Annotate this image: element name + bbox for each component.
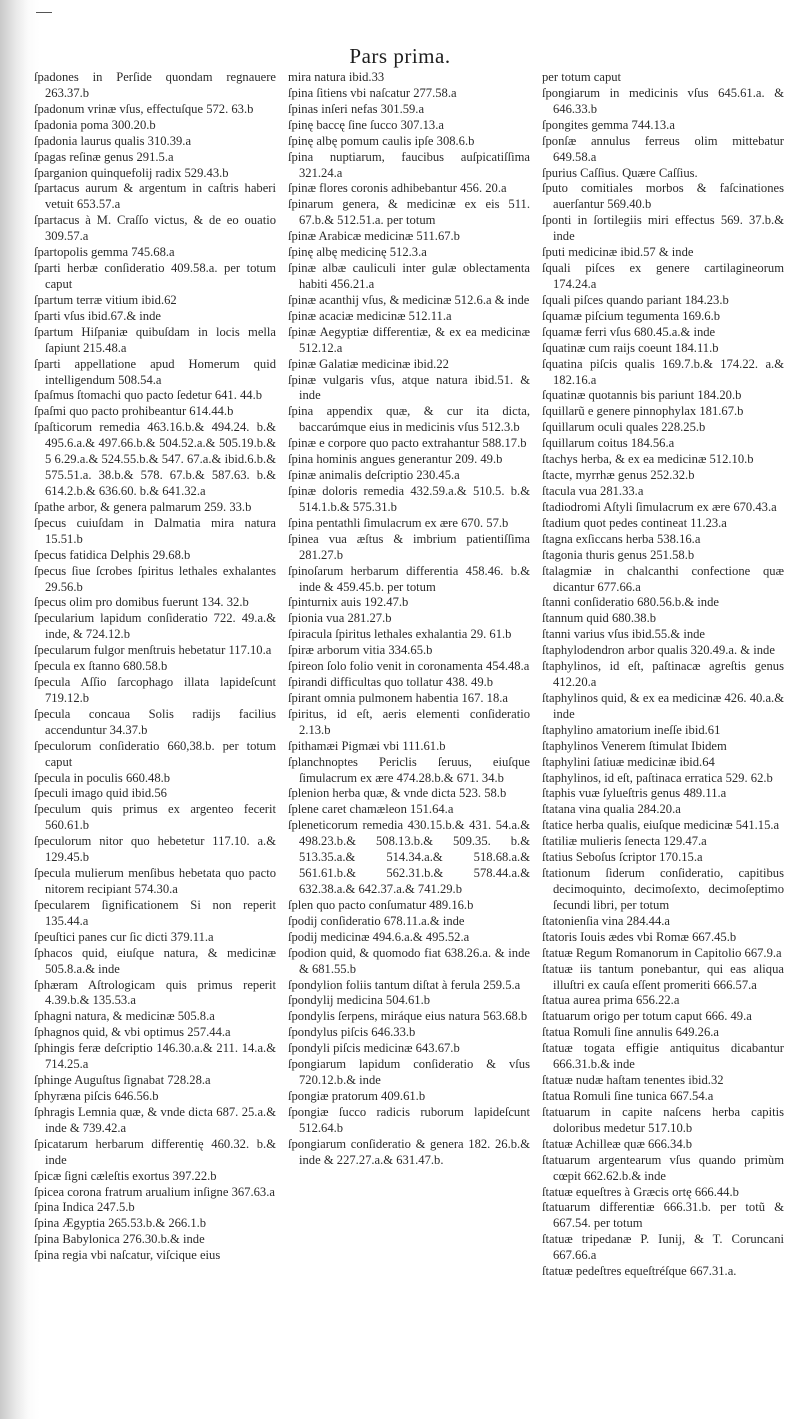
index-entry: ſpecula in poculis 660.48.b <box>34 770 171 785</box>
index-entry: ſpinæ acaciæ medicinæ 512.11.a <box>288 308 452 323</box>
index-entry: ſtatua Romuli ſine tunica 667.54.a <box>542 1089 714 1103</box>
index-entry: ſpina pentathli ſimulacrum ex ære 670. 57.b <box>288 515 509 530</box>
index-entry: ſquillarum coitus 184.56.a <box>542 436 675 451</box>
index-entry: ſpina appendix quæ, & cur ita dicta, baccarúmque eius in medicinis vſus 512.3.b <box>288 404 530 435</box>
index-entry: ſpondylion foliis tantum diſtat à ferula 259.5.a <box>288 977 521 992</box>
index-entry: ſpiræ arborum vitia 334.65.b <box>288 643 433 658</box>
index-entry: ſtacula vua 281.33.a <box>542 483 644 498</box>
index-entry: ſpinæ doloris remedia 432.59.a.& 510.5. b.& 514.1.b.& 575.31.b <box>288 483 530 514</box>
index-entry: ſponti in ſortilegiis miri effectus 569. 37.b.& inde <box>542 213 784 244</box>
index-entry: ſpadonia poma 300.20.b <box>34 117 156 132</box>
index-entry: ſpicatarum herbarum differentię 460.32. b.& inde <box>34 1136 276 1167</box>
index-entry: ſpongiæ pratorum 409.61.b <box>288 1089 426 1103</box>
index-entry: ſpicea corona fratrum arualium inſigne 367.63.a <box>34 1184 275 1199</box>
index-entry: ſplanchnoptes Periclis ſeruus, eiuſque ſimulacrum ex ære 474.28.b.& 671. 34.b <box>288 754 530 785</box>
index-entry: ſtatuæ togata effigie antiquitus dicabantur 666.31.b.& inde <box>542 1041 784 1072</box>
index-entry: ſpiritus, id eſt, aeris elementi conſideratio 2.13.b <box>288 706 530 737</box>
index-entry: ſparti vſus ibid.67.& inde <box>34 308 161 323</box>
index-entry: ſpina Ægyptia 265.53.b.& 266.1.b <box>34 1216 207 1231</box>
index-entry: ſtaphylino amatorium ineſſe ibid.61 <box>542 722 721 737</box>
index-entry: per totum caput <box>542 70 622 84</box>
index-entry: ſpinæ albæ cauliculi inter gulæ oblectamenta habiti 456.21.a <box>288 261 530 291</box>
index-entry: ſtanni varius vſus ibid.55.& inde <box>542 627 706 642</box>
index-entry: ſpecularium lapidum conſideratio 722. 49.a.& inde, & 724.12.b <box>34 611 276 642</box>
index-entry: ſpecus ſiue ſcrobes ſpiritus lethales exhalantes 29.56.b <box>34 563 276 594</box>
index-entry: ſpecus olim pro domibus fuerunt 134. 32.b <box>34 595 249 610</box>
index-entry: ſpurius Caſſius. Quære Caſſius. <box>542 165 698 180</box>
index-entry: ſpondylus piſcis 646.33.b <box>288 1025 416 1040</box>
index-entry: ſpartum Hiſpaniæ quibuſdam in locis mella ſapiunt 215.48.a <box>34 324 276 355</box>
index-entry: ſpinea vua æſtus & imbrium patientiſſima 281.27.b <box>288 531 530 562</box>
index-entry: ſtatuæ iis tantum ponebantur, qui eas aliqua illuſtri ex cauſa eſſent promeriti 666.57.a <box>542 961 784 992</box>
index-entry: ſpleneticorum remedia 430.15.b.& 431. 54.a.& 498.23.b.& 508.13.b.& 509.35. b.& 513.35.a.& 514.34.a.& 518.68.a.& 561.61.b.& 562.31.b.& 578.44.a.& 632.38.a.& 642.37.a.& 741.29.b <box>288 818 530 897</box>
index-entry: ſpeculi imago quid ibid.56 <box>34 786 167 801</box>
index-entry: ſpartum terræ vitium ibid.62 <box>34 292 177 307</box>
index-entry: ſpithamæi Pigmæi vbi 111.61.b <box>288 738 446 753</box>
index-entry: ſpadones in Perſide quondam regnauere 263.37.b <box>34 70 276 100</box>
index-entry: ſpirant omnia pulmonem habentia 167. 18.a <box>288 690 508 705</box>
index-entry: ſpeuſtici panes cur ſic dicti 379.11.a <box>34 929 214 944</box>
index-entry: ſpinę albę pomum caulis ipſe 308.6.b <box>288 133 475 148</box>
index-entry: ſpiracula ſpiritus lethales exhalantia 29. 61.b <box>288 627 512 642</box>
index-entry: ſtanni conſideratio 680.56.b.& inde <box>542 595 719 610</box>
index-entry: ſpinæ vulgaris vſus, atque natura ibid.51. & inde <box>288 372 530 403</box>
index-entry: ſpecularem ſignificationem Si non reperit 135.44.a <box>34 897 276 928</box>
index-entry: ſpartacus à M. Craſſo victus, & de eo ouatio 309.57.a <box>34 213 276 244</box>
index-entry: ſpaſticorum remedia 463.16.b.& 494.24. b.& 495.6.a.& 497.66.b.& 504.52.a.& 505.19.b.& 5 6.29.a.& 524.55.b.& 547. 67.a.& ibid.6.b.& 575.51.a. 38.b.& 578. 67.b.& 587.63. b.& 614.2.b.& 636.60. b.& 641.32.a <box>34 420 276 498</box>
index-entry: ſpinæ flores coronis adhibebantur 456. 20.a <box>288 181 507 196</box>
index-column-2 <box>288 70 530 1280</box>
index-entry: ſpongiarum lapidum conſideratio & vſus 720.12.b.& inde <box>288 1057 530 1088</box>
index-entry: ſphragis Lemnia quæ, & vnde dicta 687. 25.a.& inde & 739.42.a <box>34 1104 276 1135</box>
index-entry: ſquillarũ e genere pinnophylax 181.67.b <box>542 404 744 419</box>
index-entry: ſpondylis ſerpens, miráque eius natura 563.68.b <box>288 1009 528 1024</box>
index-entry: ſparti appellatione apud Homerum quid intelligendum 508.54.a <box>34 356 276 387</box>
index-entry: ſquatinæ cum raijs coeunt 184.11.b <box>542 340 719 355</box>
index-entry: ſtacte, myrrhæ genus 252.32.b <box>542 468 695 483</box>
index-entry: ſpongiæ ſucco radicis ruborum lapideſcunt 512.64.b <box>288 1104 530 1135</box>
index-entry: ſtatonienſia vina 284.44.a <box>542 913 671 928</box>
index-entry: ſpionia vua 281.27.b <box>288 611 392 626</box>
index-entry: ſpongiarum conſideratio & genera 182. 26.b.& inde & 227.27.a.& 631.47.b. <box>288 1136 530 1167</box>
index-entry: ſpinæ Arabicæ medicinæ 511.67.b <box>288 229 460 244</box>
index-entry: ſpinæ e corpore quo pacto extrahantur 588.17.b <box>288 436 527 451</box>
index-entry: ſphyræna piſcis 646.56.b <box>34 1089 159 1103</box>
index-entry: ſtatice herba qualis, eiuſque medicinæ 541.15.a <box>542 818 780 833</box>
running-head: Pars prima. <box>349 44 451 68</box>
index-entry: ſtannum quid 680.38.b <box>542 611 657 626</box>
index-entry: ſphæram Aſtrologicam quis primus reperit 4.39.b.& 135.53.a <box>34 977 276 1008</box>
index-entry: ſpinę albę medicinę 512.3.a <box>288 245 427 260</box>
index-entry: ſpinas inſeri nefas 301.59.a <box>288 101 425 116</box>
index-entry: ſponſæ annulus ferreus olim mittebatur 649.58.a <box>542 133 784 164</box>
index-entry: ſpinoſarum herbarum differentia 458.46. b.& inde & 459.45.b. per totum <box>288 563 530 594</box>
index-entry: ſpondylij medicina 504.61.b <box>288 993 431 1008</box>
index-entry: ſtatiliæ mulieris ſenecta 129.47.a <box>542 834 707 849</box>
index-entry: ſpodij medicinæ 494.6.a.& 495.52.a <box>288 929 470 944</box>
corner-rule <box>36 12 52 13</box>
index-entry: ſtaphylini ſatiuæ medicinæ ibid.64 <box>542 754 715 769</box>
index-entry: ſpodij conſideratio 678.11.a.& inde <box>288 913 465 928</box>
index-column-1 <box>34 70 276 1280</box>
index-entry: ſputi medicinæ ibid.57 & inde <box>542 245 694 260</box>
index-entry: ſtatua aurea prima 656.22.a <box>542 993 680 1008</box>
index-entry: ſpecula concaua Solis radijs facilius accenduntur 34.37.b <box>34 706 276 737</box>
index-entry: ſquali piſces ex genere cartilagineorum 174.24.a <box>542 261 784 291</box>
index-entry: ſquatinæ quotannis bis pariunt 184.20.b <box>542 388 742 403</box>
index-entry: ſtachys herba, & ex ea medicinæ 512.10.b <box>542 452 754 467</box>
index-entry: ſquamæ ferri vſus 680.45.a.& inde <box>542 324 716 339</box>
index-entry: ſparti herbæ conſideratio 409.58.a. per totum caput <box>34 261 276 291</box>
index-entry: ſpaſmi quo pacto prohibeantur 614.44.b <box>34 404 234 419</box>
index-entry: ſpaſmus ſtomachi quo pacto ſedetur 641. 44.b <box>34 388 263 403</box>
index-entry: ſpireon ſolo folio venit in coronamenta 454.48.a <box>288 659 530 674</box>
index-entry: ſpinturnix auis 192.47.b <box>288 595 409 610</box>
index-entry: ſtatua Romuli ſine annulis 649.26.a <box>542 1025 719 1040</box>
index-entry: ſtationum ſiderum conſideratio, capitibus decimoquinto, decimoſexto, decimoſeptimo ſecundi libri, per totum <box>542 866 784 912</box>
index-entry: ſtaphis vuæ ſylueſtris genus 489.11.a <box>542 786 727 801</box>
index-entry: ſtaphylinos Venerem ſtimulat Ibidem <box>542 738 727 753</box>
index-entry: ſtatius Seboſus ſcriptor 170.15.a <box>542 850 703 865</box>
index-entry: ſtatuæ nudæ haſtam tenentes ibid.32 <box>542 1073 724 1088</box>
index-entry: ſquamæ piſcium tegumenta 169.6.b <box>542 308 721 323</box>
index-entry: ſpina Indica 247.5.b <box>34 1200 135 1215</box>
index-entry: ſpina nuptiarum, faucibus auſpicatiſſima 321.24.a <box>288 149 530 180</box>
index-entry: ſquali piſces quando pariant 184.23.b <box>542 292 729 307</box>
index-entry: ſtatuarum argentearum vſus quando primùm cœpit 662.62.b.& inde <box>542 1152 784 1183</box>
index-entry: ſtatuarum origo per totum caput 666. 49.a <box>542 1009 752 1024</box>
index-entry: ſpeculorum nitor quo hebetetur 117.10. a.& 129.45.b <box>34 834 276 865</box>
index-entry: ſparganion quinquefolij radix 529.43.b <box>34 165 229 180</box>
index-entry: ſpina hominis angues generantur 209. 49.b <box>288 452 503 467</box>
index-entry: ſtatuæ equeſtres à Græcis ortę 666.44.b <box>542 1184 739 1199</box>
index-entry: ſpecularum fulgor menſtruis hebetatur 117.10.a <box>34 643 272 658</box>
index-entry: ſpecus cuiuſdam in Dalmatia mira natura 15.51.b <box>34 515 276 546</box>
index-entry: ſpina regia vbi naſcatur, viſcique eius <box>34 1248 221 1263</box>
index-entry: ſpecus fatidica Delphis 29.68.b <box>34 547 191 562</box>
index-entry: ſphagni natura, & medicinæ 505.8.a <box>34 1009 215 1024</box>
index-entry: ſquatina piſcis qualis 169.7.b.& 174.22. a.& 182.16.a <box>542 356 784 387</box>
index-entry: ſtagna exſiccans herba 538.16.a <box>542 531 701 546</box>
index-entry: ſplenion herba quæ, & vnde dicta 523. 58.b <box>288 786 507 801</box>
index-entry: ſpinæ Galatiæ medicinæ ibid.22 <box>288 356 449 371</box>
index-entry: ſtatuarum differentiæ 666.31.b. per totũ & 667.54. per totum <box>542 1200 784 1231</box>
index-entry: ſtadiodromi Aſtyli ſimulacrum ex ære 670.43.a <box>542 499 777 514</box>
index-entry: ſtatuæ tripedanæ P. Iunij, & T. Coruncani 667.66.a <box>542 1232 784 1263</box>
index-column-3 <box>542 70 784 1280</box>
index-entry: ſpeculorum conſideratio 660,38.b. per totum caput <box>34 738 276 769</box>
index-entry: ſpongites gemma 744.13.a <box>542 117 675 132</box>
index-entry: ſpecula ex ſtanno 680.58.b <box>34 659 168 674</box>
index-entry: ſpinæ Aegyptiæ differentiæ, & ex ea medicinæ 512.12.a <box>288 324 530 355</box>
index-entry: ſpartopolis gemma 745.68.a <box>34 245 175 260</box>
index-entry: ſtaphylinos quid, & ex ea medicinæ 426. 40.a.& inde <box>542 690 784 721</box>
index-entry: ſtaphylodendron arbor qualis 320.49.a. & inde <box>542 643 775 658</box>
index-entry: ſpadonum vrinæ vſus, effectuſque 572. 63.b <box>34 101 254 116</box>
index-entry: ſpathe arbor, & genera palmarum 259. 33.b <box>34 499 252 514</box>
index-entry: ſpeculum quis primus ex argenteo fecerit 560.61.b <box>34 802 276 833</box>
index-entry: ſquillarum oculi quales 228.25.b <box>542 420 706 435</box>
index-entry: ſtatuæ Achilleæ quæ 666.34.b <box>542 1136 693 1151</box>
index-entry: ſpinæ animalis deſcriptio 230.45.a <box>288 468 460 483</box>
index-entry: ſpagas reſinæ genus 291.5.a <box>34 149 174 164</box>
index-entry: ſphingis feræ deſcriptio 146.30.a.& 211. 14.a.& 714.25.a <box>34 1041 276 1072</box>
index-entry: ſpinę baccę ſine ſucco 307.13.a <box>288 117 444 132</box>
index-entry: ſpodion quid, & quomodo fiat 638.26.a. & inde & 681.55.b <box>288 945 530 976</box>
index-entry: ſpirandi difficultas quo tollatur 438. 49.b <box>288 675 494 690</box>
index-entry: ſtaphylinos, id eſt, paſtinaca erratica 529. 62.b <box>542 770 773 785</box>
index-entry: ſpicæ ſigni cæleſtis exortus 397.22.b <box>34 1168 217 1183</box>
index-entry: ſplen quo pacto conſumatur 489.16.b <box>288 897 474 912</box>
index-entry: ſpartacus aurum & argentum in caſtris haberi vetuit 653.57.a <box>34 181 276 212</box>
index-entry: ſpadonia laurus qualis 310.39.a <box>34 133 192 148</box>
index-entry: ſpecula Aſſio ſarcophago illata lapideſcunt 719.12.b <box>34 675 276 705</box>
index-entry: ſphacos quid, eiuſque natura, & medicinæ 505.8.a.& inde <box>34 945 276 976</box>
index-entry: ſtalagmiæ in chalcanthi confectione quæ dicantur 677.66.a <box>542 563 784 594</box>
index-entry: ſpinæ acanthij vſus, & medicinæ 512.6.a & inde <box>288 292 530 307</box>
index-entry: ſtaphylinos, id eſt, paſtinacæ agreſtis genus 412.20.a <box>542 659 784 690</box>
index-entry: ſpinarum genera, & medicinæ ex eis 511. 67.b.& 512.51.a. per totum <box>288 197 530 228</box>
index-entry: ſpina Babylonica 276.30.b.& inde <box>34 1232 205 1247</box>
index-entry: ſtadium quot pedes contineat 11.23.a <box>542 515 727 530</box>
index-columns <box>34 70 784 1280</box>
index-entry: mira natura ibid.33 <box>288 70 385 84</box>
index-entry: ſpondyli piſcis medicinæ 643.67.b <box>288 1041 460 1056</box>
index-entry: ſphinge Auguſtus ſignabat 728.28.a <box>34 1073 211 1088</box>
index-entry: ſputo comitiales morbos & faſcinationes auerſantur 569.40.b <box>542 181 784 212</box>
index-entry: ſphagnos quid, & vbi optimus 257.44.a <box>34 1025 231 1040</box>
index-entry: ſtatoris Iouis ædes vbi Romæ 667.45.b <box>542 929 737 944</box>
index-entry: ſtatuæ pedeſtres equeſtréſque 667.31.a. <box>542 1264 737 1279</box>
index-entry: ſtagonia thuris genus 251.58.b <box>542 547 695 562</box>
index-entry: ſtatuarum in capite naſcens herba capitis doloribus medetur 517.10.b <box>542 1104 784 1135</box>
index-entry: ſplene caret chamæleon 151.64.a <box>288 802 454 817</box>
index-entry: ſtatana vina qualia 284.20.a <box>542 802 681 817</box>
index-entry: ſpongiarum in medicinis vſus 645.61.a. & 646.33.b <box>542 85 784 116</box>
index-entry: ſpina ſitiens vbi naſcatur 277.58.a <box>288 85 457 100</box>
index-entry: ſpecula mulierum menſibus hebetata quo pacto nitorem recipiant 574.30.a <box>34 866 276 897</box>
index-entry: ſtatuæ Regum Romanorum in Capitolio 667.9.a <box>542 945 782 960</box>
